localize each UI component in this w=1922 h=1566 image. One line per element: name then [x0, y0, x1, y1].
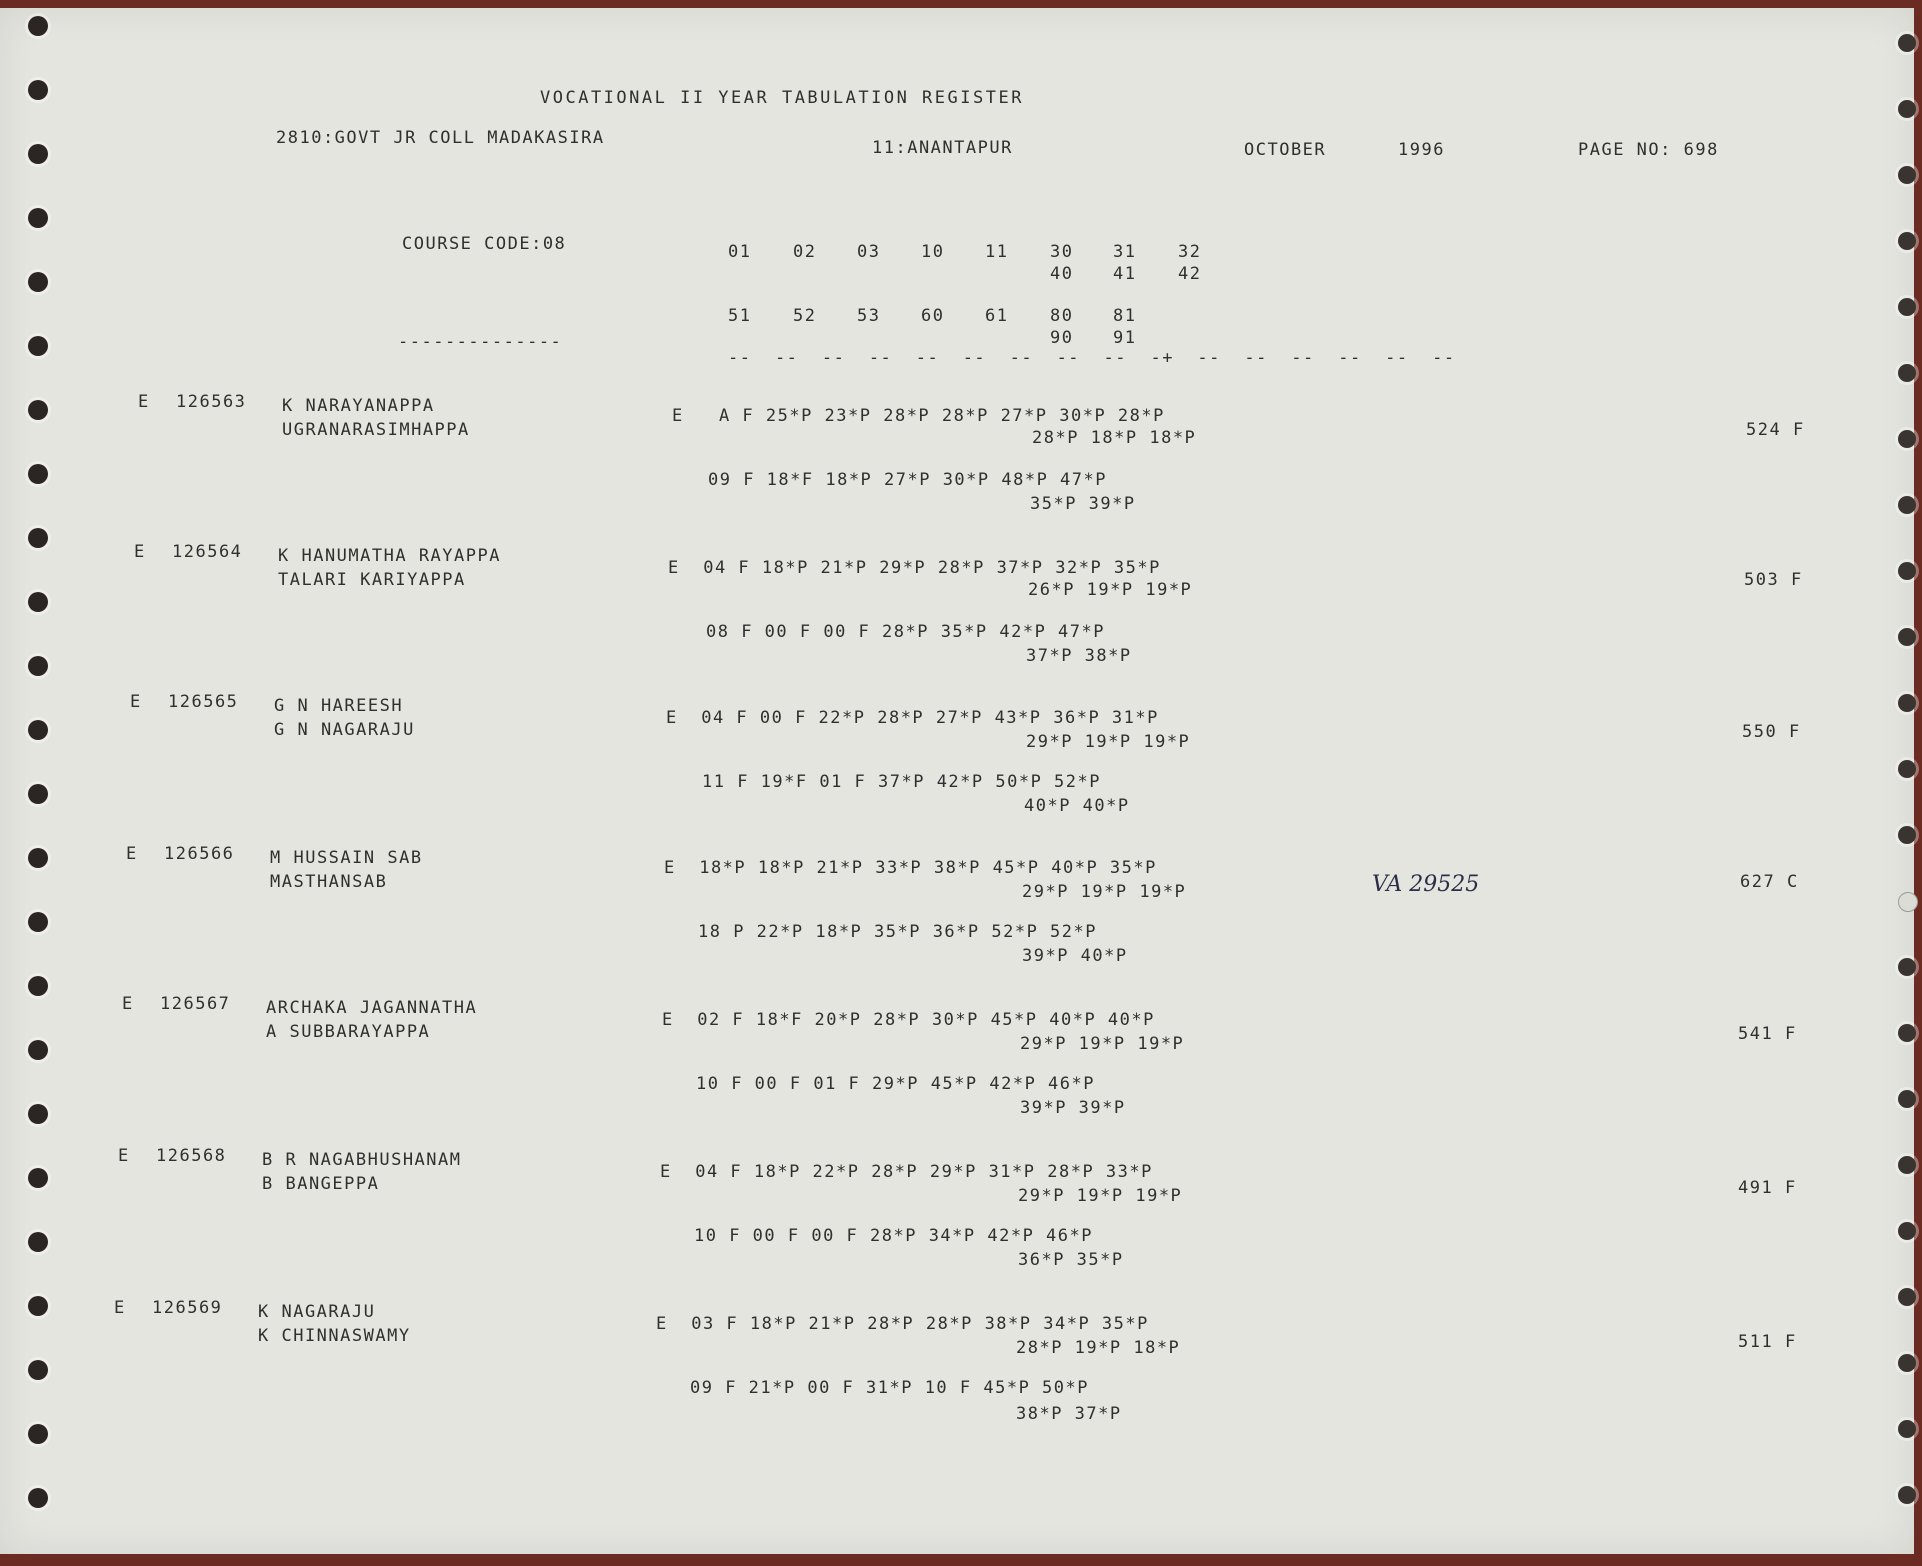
father-name: B BANGEPPA [262, 1174, 380, 1194]
record-flag: E [138, 392, 150, 412]
perforation-hole [1898, 496, 1916, 514]
printout-sheet: VOCATIONAL II YEAR TABULATION REGISTER 2810:GOVT JR COLL MADAKASIRA 11:ANANTAPUR OCTOBER 1996 PAGE NO: 698 COURSE CODE:08 -------------- 01 02 03 10 11 30 31 32 40 41 42 51 52 53 60 61 80 81 90 91 -- -- -- -- -- -- -- -- -- -+ -- -- -- -- -- -- E 126563 K NARAYANAPPA UGRANARASIMHAPPA E A F 25*P 23*P 28*P 28*P 27*P 30*P 28*P 28*P 18*P 18*P 09 F 18*F 18*P 27*P 30*P 48*P 47*P 35*P 39*P 524 F E 126564 K HANUMATHA RAYAPPA TALARI KARIYAPPA E 04 F 18*P 21*P 29*P 28*P 37*P 32*P 35*P 26*P 19*P 19*P 08 F 00 F 00 F 28*P 35*P 42*P 47*P 37*P 38*P 503 F E 126565 G N HAREESH G N NAGARAJU E 04 F 00 F 22*P 28*P 27*P 43*P 36*P 31*P 29*P 19*P 19*P 11 F 19*F 01 F 37*P 42*P 50*P 52*P 40*P 40*P 550 F E 126566 M HUSSAIN SAB MASTHANSAB E 18*P 18*P 21*P 33*P 38*P 45*P 40*P 35*P 29*P 19*P 19*P 18 P 22*P 18*P 35*P 36*P 52*P 52*P 39*P 40*P 627 C VA 29525 E 126567 ARCHAKA JAGANNATHA A SUBBARAYAPPA E 02 F 18*F 20*P 28*P 30*P 45*P 40*P 40*P 29*P 19*P 19*P 10 F 00 F 01 F 29*P 45*P 42*P 46*P 39*P 39*P 541 F E 126568 B R NAGABHUSHANAM B BANGEPPA E 04 F 18*P 22*P 28*P 29*P 31*P 28*P 33*P 29*P 19*P 19*P 10 F 00 F 00 F 28*P 34*P 42*P 46*P 36*P 35*P 491 F E 126569 K NAGARAJU K CHINNASWAMY E 03 F 18*P 21*P 28*P 28*P 38*P 34*P 35*P 28*P 19*P 18*P 09 F 21*P 00 F 31*P 10 F 45*P 50*P 38*P 37*P 511 F [0, 8, 1914, 1554]
perforation-hole [1898, 562, 1916, 580]
marks-line-2b: 36*P 35*P [1018, 1250, 1124, 1270]
perforation-hole [28, 80, 48, 100]
marks-line-1b: 26*P 19*P 19*P [1028, 580, 1193, 600]
marks-line-1b: 29*P 19*P 19*P [1018, 1186, 1183, 1206]
perforation-hole [28, 656, 48, 676]
marks-line-1: E 04 F 18*P 22*P 28*P 29*P 31*P 28*P 33*P [660, 1162, 1153, 1182]
marks-line-1: E 04 F 18*P 21*P 29*P 28*P 37*P 32*P 35*P [668, 558, 1161, 578]
marks-line-2: 10 F 00 F 00 F 28*P 34*P 42*P 46*P [694, 1226, 1093, 1246]
perforation-hole [28, 1424, 48, 1444]
roll-number: 126566 [164, 844, 235, 864]
record-flag: E [134, 542, 146, 562]
record-flag: E [122, 994, 134, 1014]
page-number: PAGE NO: 698 [1578, 140, 1719, 160]
perforation-hole [1898, 34, 1916, 52]
perforation-hole [28, 1232, 48, 1252]
record-flag: E [130, 692, 142, 712]
perforation-hole [1898, 1090, 1916, 1108]
perforation-hole [1898, 694, 1916, 712]
roll-number: 126565 [168, 692, 239, 712]
perforation-hole [28, 400, 48, 420]
perforation-hole [28, 784, 48, 804]
perforation-hole [28, 528, 48, 548]
perforation-hole [28, 16, 48, 36]
perforation-hole [28, 720, 48, 740]
marks-line-1b: 29*P 19*P 19*P [1020, 1034, 1185, 1054]
roll-number: 126564 [172, 542, 243, 562]
record-flag: E [118, 1146, 130, 1166]
perforation-hole [1898, 298, 1916, 316]
marks-line-2b: 37*P 38*P [1026, 646, 1132, 666]
marks-line-2b: 40*P 40*P [1024, 796, 1130, 816]
district: 11:ANANTAPUR [872, 138, 1013, 158]
father-name: G N NAGARAJU [274, 720, 415, 740]
candidate-name: B R NAGABHUSHANAM [262, 1150, 462, 1170]
father-name: A SUBBARAYAPPA [266, 1022, 431, 1042]
exam-month: OCTOBER [1244, 140, 1327, 160]
perforation-hole [28, 592, 48, 612]
perforation-hole [1898, 1420, 1916, 1438]
total-result: 511 F [1738, 1332, 1797, 1352]
record-flag: E [126, 844, 138, 864]
total-result: 524 F [1746, 420, 1805, 440]
marks-line-1b: 29*P 19*P 19*P [1026, 732, 1191, 752]
exam-year: 1996 [1398, 140, 1445, 160]
perforation-hole [28, 1168, 48, 1188]
total-result: 550 F [1742, 722, 1801, 742]
perforation-hole [1898, 892, 1918, 912]
perforation-hole [1898, 826, 1916, 844]
marks-line-2b: 39*P 39*P [1020, 1098, 1126, 1118]
perforation-hole [28, 848, 48, 868]
marks-line-1: E 03 F 18*P 21*P 28*P 28*P 38*P 34*P 35*P [656, 1314, 1149, 1334]
perforation-hole [1898, 364, 1916, 382]
candidate-name: K HANUMATHA RAYAPPA [278, 546, 501, 566]
marks-line-1: E 04 F 00 F 22*P 28*P 27*P 43*P 36*P 31*P [666, 708, 1159, 728]
course-code: COURSE CODE:08 [402, 234, 567, 254]
perforation-hole [1898, 1486, 1916, 1504]
marks-line-1: E 18*P 18*P 21*P 33*P 38*P 45*P 40*P 35*P [664, 858, 1157, 878]
perforation-hole [1898, 958, 1916, 976]
candidate-name: G N HAREESH [274, 696, 404, 716]
perforation-hole [1898, 232, 1916, 250]
total-result: 503 F [1744, 570, 1803, 590]
marks-line-1b: 28*P 19*P 18*P [1016, 1338, 1181, 1358]
marks-line-2: 10 F 00 F 01 F 29*P 45*P 42*P 46*P [696, 1074, 1095, 1094]
perforation-hole [28, 1040, 48, 1060]
perforation-hole [28, 144, 48, 164]
perforation-hole [28, 1296, 48, 1316]
total-result: 541 F [1738, 1024, 1797, 1044]
marks-line-2: 09 F 18*F 18*P 27*P 30*P 48*P 47*P [708, 470, 1107, 490]
perforation-hole [1898, 760, 1916, 778]
marks-line-2: 08 F 00 F 00 F 28*P 35*P 42*P 47*P [706, 622, 1105, 642]
perforation-hole [28, 208, 48, 228]
college-name: 2810:GOVT JR COLL MADAKASIRA [276, 128, 605, 148]
perforation-hole [28, 912, 48, 932]
marks-line-1: E 02 F 18*F 20*P 28*P 30*P 45*P 40*P 40*P [662, 1010, 1155, 1030]
perforation-hole [28, 1488, 48, 1508]
candidate-name: ARCHAKA JAGANNATHA [266, 998, 478, 1018]
perforation-hole [1898, 1288, 1916, 1306]
father-name: K CHINNASWAMY [258, 1326, 411, 1346]
perforation-hole [1898, 430, 1916, 448]
column-dashes: -- -- -- -- -- -- -- -- -- -+ -- -- -- -- -- -- [728, 348, 1456, 368]
handwritten-annotation: VA 29525 [1372, 872, 1480, 897]
marks-line-2b: 35*P 39*P [1030, 494, 1136, 514]
register-title: VOCATIONAL II YEAR TABULATION REGISTER [540, 88, 1024, 108]
perforation-hole [28, 464, 48, 484]
roll-number: 126569 [152, 1298, 223, 1318]
father-name: UGRANARASIMHAPPA [282, 420, 470, 440]
marks-line-1b: 29*P 19*P 19*P [1022, 882, 1187, 902]
roll-number: 126568 [156, 1146, 227, 1166]
total-result: 491 F [1738, 1178, 1797, 1198]
perforation-hole [1898, 1024, 1916, 1042]
perforation-hole [28, 976, 48, 996]
course-underline: -------------- [398, 332, 563, 352]
perforation-hole [28, 1360, 48, 1380]
perforation-hole [1898, 628, 1916, 646]
marks-line-2: 09 F 21*P 00 F 31*P 10 F 45*P 50*P [690, 1378, 1089, 1398]
father-name: MASTHANSAB [270, 872, 388, 892]
candidate-name: M HUSSAIN SAB [270, 848, 423, 868]
roll-number: 126563 [176, 392, 247, 412]
marks-line-1b: 28*P 18*P 18*P [1032, 428, 1197, 448]
perforation-hole [1898, 100, 1916, 118]
perforation-hole [28, 272, 48, 292]
marks-line-2b: 38*P 37*P [1016, 1404, 1122, 1424]
perforation-hole [1898, 1156, 1916, 1174]
perforation-hole [1898, 1354, 1916, 1372]
perforation-hole [1898, 1222, 1916, 1240]
perforation-hole [28, 336, 48, 356]
marks-line-2: 11 F 19*F 01 F 37*P 42*P 50*P 52*P [702, 772, 1101, 792]
total-result: 627 C [1740, 872, 1799, 892]
marks-line-1: E A F 25*P 23*P 28*P 28*P 27*P 30*P 28*P [672, 406, 1165, 426]
marks-line-2: 18 P 22*P 18*P 35*P 36*P 52*P 52*P [698, 922, 1097, 942]
candidate-name: K NAGARAJU [258, 1302, 376, 1322]
candidate-name: K NARAYANAPPA [282, 396, 435, 416]
father-name: TALARI KARIYAPPA [278, 570, 466, 590]
marks-line-2b: 39*P 40*P [1022, 946, 1128, 966]
perforation-hole [28, 1104, 48, 1124]
perforation-hole [1898, 166, 1916, 184]
record-flag: E [114, 1298, 126, 1318]
roll-number: 126567 [160, 994, 231, 1014]
